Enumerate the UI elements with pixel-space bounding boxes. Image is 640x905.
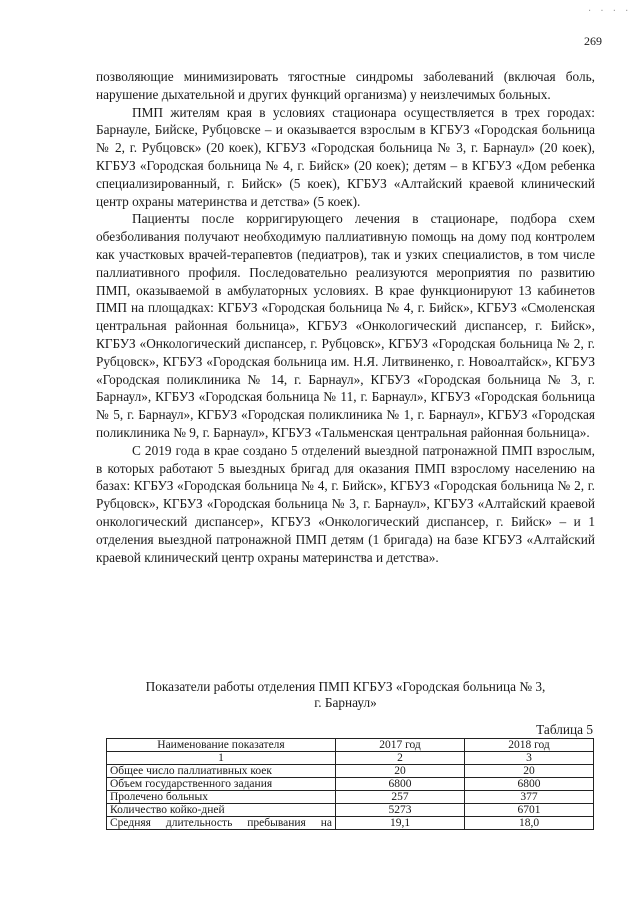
page-number: 269 [584, 34, 602, 48]
indicators-table [106, 738, 594, 830]
table-row [107, 778, 594, 791]
table-row [107, 765, 594, 778]
table-cell: 5273 [336, 804, 465, 817]
caption-line: Показатели работы отделения ПМП КГБУЗ «Городская больница № 3, [145, 679, 546, 694]
scan-artifact: · · · · [588, 6, 632, 17]
table-row [107, 804, 594, 817]
table-label: Таблица 5 [536, 722, 593, 737]
table-cell: Средняя длительность пребывания на [107, 817, 336, 830]
table-cell: Общее число паллиативных коек [107, 765, 336, 778]
table-cell: 18,0 [465, 817, 594, 830]
table-caption [96, 679, 595, 711]
table-cell: 377 [465, 791, 594, 804]
paragraph: позволяющие минимизировать тягостные синдромы заболеваний (включая боль, нарушение дыхательной и других функций организма) у неизлечимых больных. [96, 69, 595, 102]
table-cell: 19,1 [336, 817, 465, 830]
table-cell: 6800 [465, 778, 594, 791]
table-cell: 20 [336, 765, 465, 778]
table-cell: 1 [107, 752, 336, 765]
body-text [96, 68, 595, 566]
table-cell: 20 [465, 765, 594, 778]
paragraph: С 2019 года в крае создано 5 отделений выездной патронажной ПМП взрослым, в которых работают 5 выездных бригад для оказания ПМП взрослому населению на базах: КГБУЗ «Городская больница № 4, г. Бийск», КГБУЗ «Городская больница № 2, г. Рубцовск», КГБУЗ «Городская больница № 3, г. Барнаул», КГБУЗ «Алтайский краевой онкологический диспансер», КГБУЗ «Онкологический диспансер, г. Бийск» – и 1 отделения выездной патронажной ПМП детям (1 бригада) на базе КГБУЗ «Алтайский краевой клинический центр охраны материнства и детства». [96, 442, 595, 565]
table-cell: 3 [465, 752, 594, 765]
table-cell: Пролечено больных [107, 791, 336, 804]
paragraph: Пациенты после корригирующего лечения в стационаре, подбора схем обезболивания получают необходимую паллиативную помощь на дому под контролем как участковых врачей-терапевтов (педиатров), так и узких специалистов, в том числе паллиативного профиля. Последовательно реализуются мероприятия по развитию ПМП, оказываемой в амбулаторных условиях. В крае функционируют 13 кабинетов ПМП на площадках: КГБУЗ «Городская больница № 4, г. Бийск», КГБУЗ «Смоленская центральная районная больница», КГБУЗ «Онкологический диспансер, г. Бийск», КГБУЗ «Онкологический диспансер, г. Рубцовск», КГБУЗ «Городская больница № 2, г. Рубцовск», КГБУЗ «Городская больница им. Н.Я. Литвиненко, г. Новоалтайск», КГБУЗ «Городская поликлиника № 14, г. Барнаул», КГБУЗ «Городская больница № 3, г. Барнаул», КГБУЗ «Городская больница № 11, г. Барнаул», КГБУЗ «Городская больница № 5, г. Барнаул», КГБУЗ «Городская поликлиника № 1, г. Барнаул», КГБУЗ «Городская поликлиника № 9, г. Барнаул», КГБУЗ «Тальменская центральная районная больница». [96, 211, 595, 440]
column-header: 2017 год [336, 739, 465, 752]
paragraph: ПМП жителям края в условиях стационара осуществляется в трех городах: Барнауле, Бийске, Рубцовске – и оказывается взрослым в КГБУЗ «Городская больница № 2, г. Рубцовск» (20 коек), КГБУЗ «Городская больница № 3, г. Барнаул» (20 коек), КГБУЗ «Городская больница № 4, г. Бийск» (20 коек); детям – в КГБУЗ «Дом ребенка специализированный, г. Бийск» (5 коек), КГБУЗ «Алтайский краевой клинический центр охраны материнства и детства» (5 коек). [96, 104, 595, 209]
table-row [107, 817, 594, 830]
table-cell: Количество койко-дней [107, 804, 336, 817]
table-header-row [107, 739, 594, 752]
column-header: Наименование показателя [107, 739, 336, 752]
table-cell: 6701 [465, 804, 594, 817]
caption-line: г. Барнаул» [314, 695, 377, 710]
table-cell: 2 [336, 752, 465, 765]
table-cell: 6800 [336, 778, 465, 791]
table-cell: 257 [336, 791, 465, 804]
table-index-row [107, 752, 594, 765]
table-cell: Объем государственного задания [107, 778, 336, 791]
table-row [107, 791, 594, 804]
column-header: 2018 год [465, 739, 594, 752]
